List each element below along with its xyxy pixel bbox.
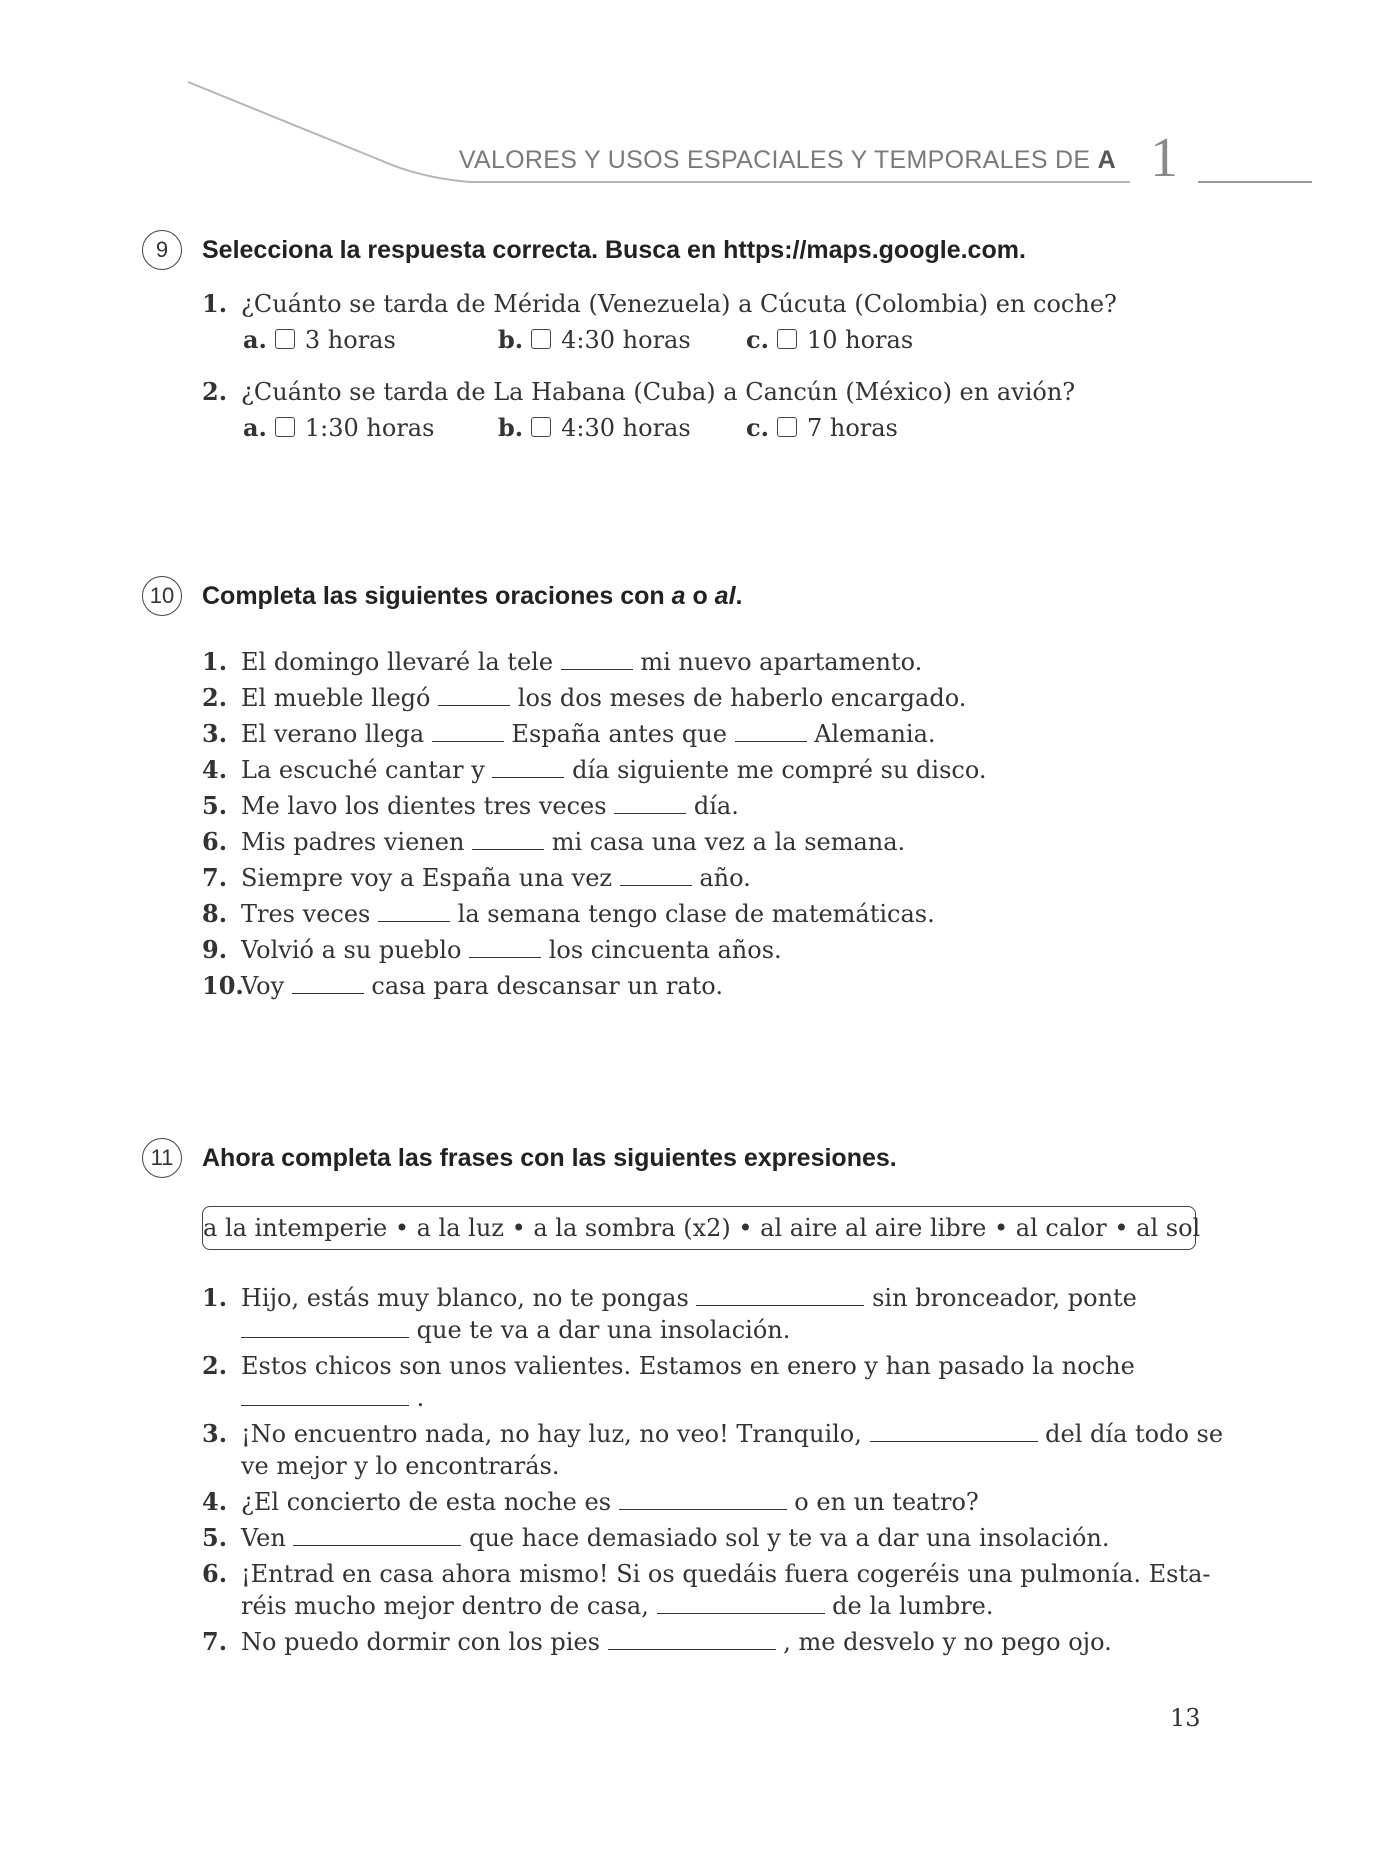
item-number: 4. bbox=[202, 1487, 228, 1516]
question-text: ¿Cuánto se tarda de Mérida (Venezuela) a Cúcuta (Colombia) en coche? bbox=[241, 290, 1117, 318]
option-a[interactable] bbox=[243, 412, 434, 444]
item-text: réis mucho mejor dentro de casa, bbox=[241, 1592, 649, 1620]
answer-blank[interactable] bbox=[292, 973, 364, 994]
option-c[interactable] bbox=[746, 412, 898, 444]
checkbox-icon[interactable] bbox=[777, 329, 797, 349]
item-text: casa para descansar un rato. bbox=[371, 972, 723, 1000]
option-a[interactable] bbox=[243, 324, 396, 356]
option-text: 4:30 horas bbox=[561, 414, 691, 442]
item-text: los dos meses de haberlo encargado. bbox=[517, 684, 967, 712]
exercise-10-title bbox=[202, 582, 742, 611]
item-number: 3. bbox=[202, 1419, 228, 1448]
item-text: que te va a dar una insolación. bbox=[416, 1316, 791, 1344]
answer-blank[interactable] bbox=[614, 793, 686, 814]
exercise-9-badge: 9 bbox=[142, 230, 182, 270]
item-number: 2. bbox=[202, 1351, 228, 1380]
exercise-9-title: Selecciona la respuesta correcta. Busca en https://maps.google.com. bbox=[202, 236, 1026, 264]
item-number: 10. bbox=[202, 971, 244, 1000]
item-number: 8. bbox=[202, 899, 228, 928]
option-letter: a. bbox=[243, 325, 267, 354]
option-text: 1:30 horas bbox=[304, 414, 435, 442]
item-text: Tres veces bbox=[241, 900, 371, 928]
item-text: ve mejor y lo encontrarás. bbox=[241, 1452, 560, 1480]
item-number: 7. bbox=[202, 863, 228, 892]
item-text: . bbox=[416, 1384, 425, 1412]
checkbox-icon[interactable] bbox=[275, 417, 295, 437]
answer-blank[interactable] bbox=[472, 829, 544, 850]
answer-blank[interactable] bbox=[293, 1525, 461, 1546]
answer-blank[interactable] bbox=[608, 1629, 776, 1650]
answer-blank[interactable] bbox=[735, 721, 807, 742]
item-text: El verano llega bbox=[241, 720, 425, 748]
checkbox-icon[interactable] bbox=[777, 417, 797, 437]
answer-blank[interactable] bbox=[561, 649, 633, 670]
answer-blank[interactable] bbox=[241, 1385, 409, 1406]
title-text: . bbox=[735, 582, 743, 610]
item-text: ¡Entrad en casa ahora mismo! Si os quedáis fuera cogeréis una pulmonía. Esta- bbox=[241, 1560, 1211, 1588]
answer-blank[interactable] bbox=[492, 757, 564, 778]
item-number: 5. bbox=[202, 791, 228, 820]
title-italic-a: a bbox=[671, 582, 686, 610]
item-number: 7. bbox=[202, 1627, 228, 1656]
item-text: del día todo se bbox=[1045, 1420, 1224, 1448]
option-text: 10 horas bbox=[806, 326, 914, 354]
answer-blank[interactable] bbox=[469, 937, 541, 958]
item-text: No puedo dormir con los pies bbox=[241, 1628, 600, 1656]
option-b[interactable] bbox=[498, 412, 691, 444]
item-number: 6. bbox=[202, 1559, 228, 1588]
answer-blank[interactable] bbox=[619, 1489, 787, 1510]
item-number: 6. bbox=[202, 827, 228, 856]
item-text: , me desvelo y no pego ojo. bbox=[783, 1628, 1112, 1656]
option-b[interactable] bbox=[498, 324, 691, 356]
item-text: Mis padres vienen bbox=[241, 828, 465, 856]
answer-blank[interactable] bbox=[378, 901, 450, 922]
header-title-text: VALORES Y USOS ESPACIALES Y TEMPORALES DE bbox=[458, 146, 1091, 174]
item-text: o en un teatro? bbox=[794, 1488, 979, 1516]
item-text: de la lumbre. bbox=[832, 1592, 994, 1620]
item-number: 3. bbox=[202, 719, 228, 748]
answer-blank[interactable] bbox=[432, 721, 504, 742]
item-text: Hijo, estás muy blanco, no te pongas bbox=[241, 1284, 689, 1312]
item-number: 2. bbox=[202, 683, 228, 712]
item-text: ¡No encuentro nada, no hay luz, no veo! Tranquilo, bbox=[241, 1420, 862, 1448]
item-text: Alemania. bbox=[814, 720, 936, 748]
header-title bbox=[459, 146, 1116, 175]
answer-blank[interactable] bbox=[657, 1593, 825, 1614]
option-text: 3 horas bbox=[304, 326, 396, 354]
exercise-11-title: Ahora completa las frases con las siguientes expresiones. bbox=[202, 1144, 897, 1172]
item-number: 5. bbox=[202, 1523, 228, 1552]
checkbox-icon[interactable] bbox=[531, 417, 551, 437]
option-letter: c. bbox=[746, 413, 769, 442]
item-text: Estos chicos son unos valientes. Estamos en enero y han pasado la noche bbox=[241, 1352, 1135, 1380]
option-c[interactable] bbox=[746, 324, 913, 356]
title-italic-al: al bbox=[714, 582, 736, 610]
item-number: 1. bbox=[202, 647, 228, 676]
item-text: día siguiente me compré su disco. bbox=[572, 756, 987, 784]
item-text: ¿El concierto de esta noche es bbox=[241, 1488, 612, 1516]
item-text: El domingo llevaré la tele bbox=[241, 648, 554, 676]
exercise-11-badge: 11 bbox=[142, 1138, 182, 1178]
header-title-letter: A bbox=[1097, 146, 1116, 174]
question-number: 1. bbox=[202, 289, 228, 318]
option-letter: b. bbox=[498, 325, 524, 354]
option-letter: b. bbox=[498, 413, 524, 442]
item-text: que hace demasiado sol y te va a dar una insolación. bbox=[469, 1524, 1110, 1552]
item-text: sin bronceador, ponte bbox=[872, 1284, 1137, 1312]
chapter-number: 1 bbox=[1150, 127, 1178, 189]
item-text: Volvió a su pueblo bbox=[241, 936, 462, 964]
expressions-box: a la intemperie • a la luz • a la sombra (x2) • al aire al aire libre • al calor • al sol bbox=[202, 1206, 1196, 1250]
item-text: Ven bbox=[241, 1524, 286, 1552]
answer-blank[interactable] bbox=[438, 685, 510, 706]
page-number: 13 bbox=[1170, 1704, 1201, 1732]
item-text: Voy bbox=[241, 972, 285, 1000]
item-number: 9. bbox=[202, 935, 228, 964]
answer-blank[interactable] bbox=[241, 1317, 409, 1338]
checkbox-icon[interactable] bbox=[531, 329, 551, 349]
exercise-10-badge: 10 bbox=[142, 576, 182, 616]
answer-blank[interactable] bbox=[620, 865, 692, 886]
item-text: Siempre voy a España una vez bbox=[241, 864, 613, 892]
item-text: La escuché cantar y bbox=[241, 756, 485, 784]
item-text: día. bbox=[693, 792, 739, 820]
option-text: 4:30 horas bbox=[561, 326, 691, 354]
item-text: mi casa una vez a la semana. bbox=[551, 828, 906, 856]
item-text: Me lavo los dientes tres veces bbox=[241, 792, 607, 820]
option-text: 7 horas bbox=[806, 414, 898, 442]
item-text: los cincuenta años. bbox=[548, 936, 782, 964]
question-text: ¿Cuánto se tarda de La Habana (Cuba) a Cancún (México) en avión? bbox=[241, 378, 1076, 406]
option-letter: c. bbox=[746, 325, 769, 354]
item-text: España antes que bbox=[511, 720, 727, 748]
checkbox-icon[interactable] bbox=[275, 329, 295, 349]
item-text: la semana tengo clase de matemáticas. bbox=[457, 900, 935, 928]
title-text: o bbox=[685, 582, 715, 610]
answer-blank[interactable] bbox=[696, 1285, 864, 1306]
option-letter: a. bbox=[243, 413, 267, 442]
item-number: 1. bbox=[202, 1283, 228, 1312]
item-number: 4. bbox=[202, 755, 228, 784]
item-text: año. bbox=[699, 864, 751, 892]
title-text: Completa las siguientes oraciones con bbox=[202, 582, 672, 610]
answer-blank[interactable] bbox=[870, 1421, 1038, 1442]
item-text: mi nuevo apartamento. bbox=[640, 648, 923, 676]
item-text: El mueble llegó bbox=[241, 684, 431, 712]
question-number: 2. bbox=[202, 377, 228, 406]
